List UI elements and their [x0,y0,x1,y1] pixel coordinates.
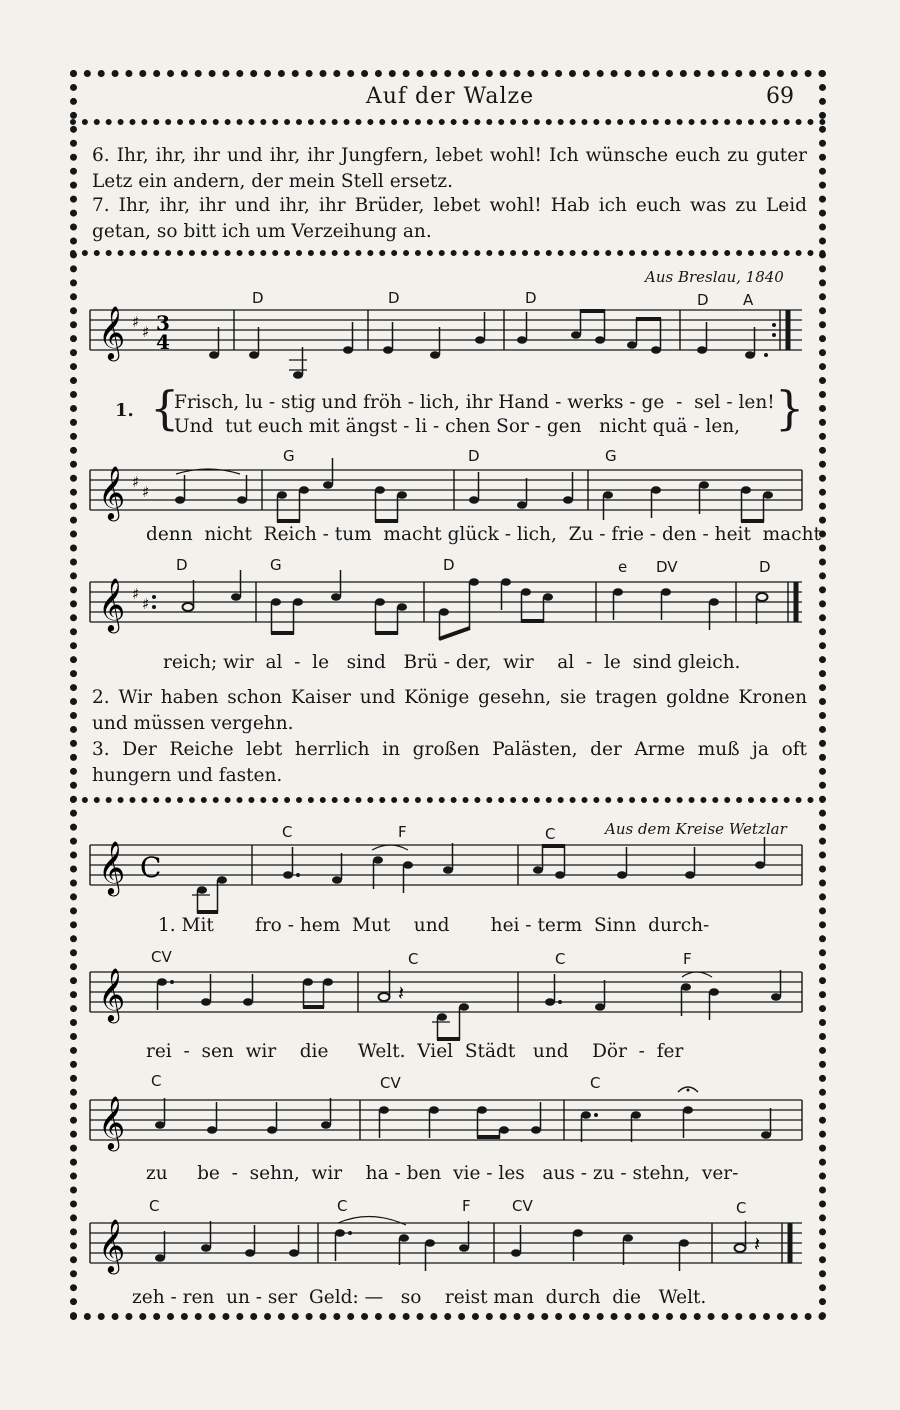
chord: C [736,1199,747,1217]
chord: e [618,558,628,576]
song1-lyric-line-2: denn nicht Reich - tum macht glück - lich, Zu - frie - den - heit macht [146,524,821,545]
chord: C [408,950,419,968]
chord: C [545,825,556,843]
song1-source: Aus Breslau, 1840 [645,268,784,286]
song2-source: Aus dem Kreise Wetzlar [605,820,787,838]
song2-staff-3 [90,1095,810,1160]
header-rule [70,119,826,125]
chord: F [398,823,407,841]
chord: C [149,1197,160,1215]
right-brace: } [775,381,805,435]
sharp-icon: ♯ [142,323,150,341]
chord: D [252,289,264,307]
chord: C [337,1197,348,1215]
chord: D [697,291,709,309]
song1-lyric-line-1b: Und tut euch mit ängst - li - chen Sor - gen nicht quä - len, [174,416,741,437]
section-rule-2 [70,797,826,803]
rest-icon: 𝄽 [398,981,405,1005]
rest-icon: 𝄽 [754,1232,761,1256]
treble-clef-icon: 𝄞 [98,465,126,519]
chord: A [743,291,754,309]
chord: G [283,447,295,465]
song2-lyric-line-1: 1. Mit fro - hem Mut und hei - term Sinn durch- [158,915,710,936]
treble-clef-icon: 𝄞 [98,967,126,1021]
sharp-icon: ♯ [142,595,150,613]
page-number: 69 [766,84,794,109]
time-sig-bottom: 4 [156,330,170,354]
treble-clef-icon: 𝄞 [98,1218,126,1272]
sharp-icon: ♯ [132,473,140,491]
song2-lyric-line-2: rei - sen wir die Welt. Viel Städt und Dör - fer [146,1041,684,1062]
song1-verse-3: 3. Der Reiche lebt herrlich in großen Palästen, der Arme muß ja oft hungern und fasten. [92,739,807,786]
song2-lyric-line-3: zu be - sehn, wir ha - ben vie - les aus - zu - stehn, ver- [146,1163,739,1184]
chord: D [468,447,480,465]
chord: D [525,289,537,307]
chord: F [462,1197,471,1215]
sharp-icon: ♯ [132,585,140,603]
chord: C [151,1072,162,1090]
sharp-icon: ♯ [132,313,140,331]
song1-staff-1 [90,305,810,370]
song2-staff-4 [90,1218,810,1283]
song2-staff-1 [90,840,810,905]
chord: C [555,950,566,968]
chord: C [590,1074,601,1092]
song2-staff-2 [90,967,810,1032]
verse-6: 6. Ihr, ihr, ihr und ihr, ihr Jungfern, lebet wohl! Ich wünsche euch zu guter Letz ein andern, der mein Stell ersetz. [92,145,807,192]
chord: D [388,289,400,307]
song1-verse-number: 1. [115,400,134,421]
time-sig-top: 3 [156,311,170,335]
verse-7: 7. Ihr, ihr, ihr und ihr, ihr Brüder, lebet wohl! Hab ich euch was zu Leid getan, so bitt ich um Verzeihung an. [92,195,807,242]
chord: G [605,447,617,465]
song1-lyric-line-3: reich; wir al - le sind Brü - der, wir al - le sind gleich. [163,652,741,673]
treble-clef-icon: 𝄞 [98,1095,126,1149]
chord: CV [151,948,172,966]
treble-clef-icon: 𝄞 [98,305,126,359]
chord: D [759,558,771,576]
section-rule-1 [70,250,826,256]
chord: CV [512,1197,533,1215]
song2-lyric-line-4: zeh - ren un - ser Geld: — so reist man durch die Welt. [132,1287,707,1308]
running-title: Auf der Walze [365,84,535,109]
chord: CV [380,1074,401,1092]
song1-verse-2: 2. Wir haben schon Kaiser und Könige gesehn, sie tragen goldne Kronen und müssen vergehn. [92,687,807,734]
chord: D [443,556,455,574]
treble-clef-icon: 𝄞 [98,577,126,631]
chord: F [683,950,692,968]
treble-clef-icon: 𝄞 [98,840,126,894]
chord: C [282,823,293,841]
left-brace: { [150,381,180,435]
chord: D [176,556,188,574]
chord: G [270,556,282,574]
chord: DV [656,558,678,576]
song1-staff-3 [90,577,810,642]
song1-lyric-line-1a: Frisch, lu - stig und fröh - lich, ihr Hand - werks - ge - sel - len! [174,392,775,413]
song1-staff-2 [90,465,810,530]
sharp-icon: ♯ [142,483,150,501]
time-signature: C [140,851,162,884]
